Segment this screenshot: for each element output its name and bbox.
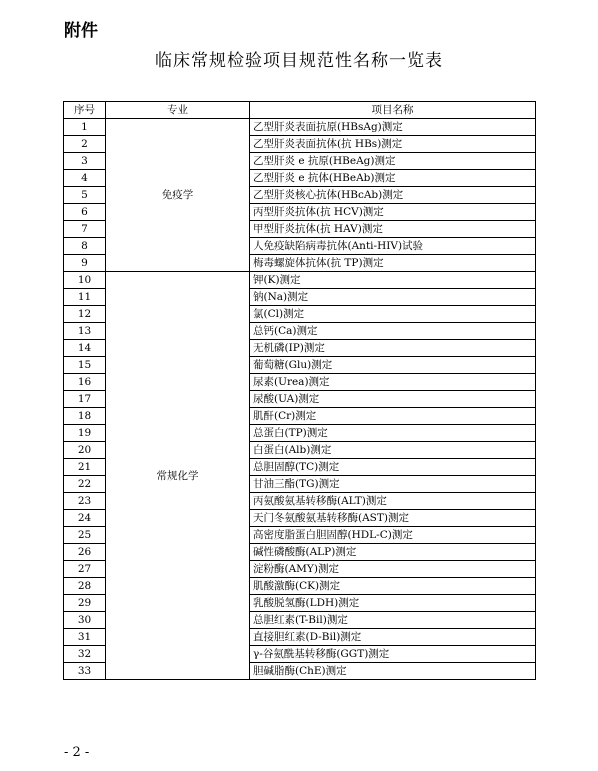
row-seq: 7 bbox=[64, 221, 106, 238]
item-name: 乙型肝炎核心抗体(HBcAb)测定 bbox=[250, 187, 536, 204]
item-name: 尿酸(UA)测定 bbox=[250, 391, 536, 408]
row-seq: 30 bbox=[64, 612, 106, 629]
item-name: 乙型肝炎 e 抗体(HBeAb)测定 bbox=[250, 170, 536, 187]
row-seq: 4 bbox=[64, 170, 106, 187]
row-seq: 25 bbox=[64, 527, 106, 544]
row-seq: 6 bbox=[64, 204, 106, 221]
header-specialty: 专业 bbox=[106, 102, 250, 119]
row-seq: 20 bbox=[64, 442, 106, 459]
item-name: 总钙(Ca)测定 bbox=[250, 323, 536, 340]
item-name: 无机磷(IP)测定 bbox=[250, 340, 536, 357]
item-name: 丙氨酸氨基转移酶(ALT)测定 bbox=[250, 493, 536, 510]
item-name: 总蛋白(TP)测定 bbox=[250, 425, 536, 442]
table-header-row bbox=[64, 102, 536, 119]
row-seq: 14 bbox=[64, 340, 106, 357]
table-body bbox=[64, 119, 536, 680]
row-seq: 22 bbox=[64, 476, 106, 493]
row-seq: 33 bbox=[64, 663, 106, 680]
page-number: - 2 - bbox=[64, 745, 90, 760]
specialty-cell: 免疫学 bbox=[106, 119, 250, 272]
row-seq: 3 bbox=[64, 153, 106, 170]
row-seq: 15 bbox=[64, 357, 106, 374]
row-seq: 29 bbox=[64, 595, 106, 612]
item-name: 胆碱脂酶(ChE)测定 bbox=[250, 663, 536, 680]
row-seq: 18 bbox=[64, 408, 106, 425]
item-name: 氯(Cl)测定 bbox=[250, 306, 536, 323]
row-seq: 32 bbox=[64, 646, 106, 663]
row-seq: 11 bbox=[64, 289, 106, 306]
item-name: 乳酸脱氢酶(LDH)测定 bbox=[250, 595, 536, 612]
item-name: 梅毒螺旋体抗体(抗 TP)测定 bbox=[250, 255, 536, 272]
item-name: 钠(Na)测定 bbox=[250, 289, 536, 306]
item-name: 甘油三酯(TG)测定 bbox=[250, 476, 536, 493]
item-name: 肌酸激酶(CK)测定 bbox=[250, 578, 536, 595]
row-seq: 23 bbox=[64, 493, 106, 510]
table-row bbox=[64, 119, 536, 136]
item-name: 肌酐(Cr)测定 bbox=[250, 408, 536, 425]
row-seq: 27 bbox=[64, 561, 106, 578]
row-seq: 5 bbox=[64, 187, 106, 204]
item-name: 葡萄糖(Glu)测定 bbox=[250, 357, 536, 374]
header-seq: 序号 bbox=[64, 102, 106, 119]
item-name: 乙型肝炎表面抗体(抗 HBs)测定 bbox=[250, 136, 536, 153]
specialty-cell: 常规化学 bbox=[106, 272, 250, 680]
row-seq: 26 bbox=[64, 544, 106, 561]
row-seq: 16 bbox=[64, 374, 106, 391]
row-seq: 13 bbox=[64, 323, 106, 340]
row-seq: 8 bbox=[64, 238, 106, 255]
item-name: 人免疫缺陷病毒抗体(Anti-HIV)试验 bbox=[250, 238, 536, 255]
item-name: 总胆红素(T-Bil)测定 bbox=[250, 612, 536, 629]
item-name: 乙型肝炎 e 抗原(HBeAg)测定 bbox=[250, 153, 536, 170]
row-seq: 9 bbox=[64, 255, 106, 272]
item-name: 碱性磷酸酶(ALP)测定 bbox=[250, 544, 536, 561]
attachment-label: 附件 bbox=[64, 21, 98, 41]
row-seq: 21 bbox=[64, 459, 106, 476]
item-name: 甲型肝炎抗体(抗 HAV)测定 bbox=[250, 221, 536, 238]
items-table bbox=[63, 101, 536, 680]
row-seq: 17 bbox=[64, 391, 106, 408]
item-name: 天门冬氨酸氨基转移酶(AST)测定 bbox=[250, 510, 536, 527]
item-name: 尿素(Urea)测定 bbox=[250, 374, 536, 391]
table-row bbox=[64, 272, 536, 289]
item-name: 高密度脂蛋白胆固醇(HDL-C)测定 bbox=[250, 527, 536, 544]
row-seq: 12 bbox=[64, 306, 106, 323]
header-item: 项目名称 bbox=[250, 102, 536, 119]
item-name: γ-谷氨酰基转移酶(GGT)测定 bbox=[250, 646, 536, 663]
item-name: 直接胆红素(D-Bil)测定 bbox=[250, 629, 536, 646]
item-name: 钾(K)测定 bbox=[250, 272, 536, 289]
item-name: 白蛋白(Alb)测定 bbox=[250, 442, 536, 459]
item-name: 乙型肝炎表面抗原(HBsAg)测定 bbox=[250, 119, 536, 136]
row-seq: 10 bbox=[64, 272, 106, 289]
row-seq: 2 bbox=[64, 136, 106, 153]
document-title: 临床常规检验项目规范性名称一览表 bbox=[155, 51, 443, 71]
item-name: 总胆固醇(TC)测定 bbox=[250, 459, 536, 476]
row-seq: 1 bbox=[64, 119, 106, 136]
item-name: 淀粉酶(AMY)测定 bbox=[250, 561, 536, 578]
row-seq: 31 bbox=[64, 629, 106, 646]
row-seq: 19 bbox=[64, 425, 106, 442]
item-name: 丙型肝炎抗体(抗 HCV)测定 bbox=[250, 204, 536, 221]
row-seq: 28 bbox=[64, 578, 106, 595]
row-seq: 24 bbox=[64, 510, 106, 527]
